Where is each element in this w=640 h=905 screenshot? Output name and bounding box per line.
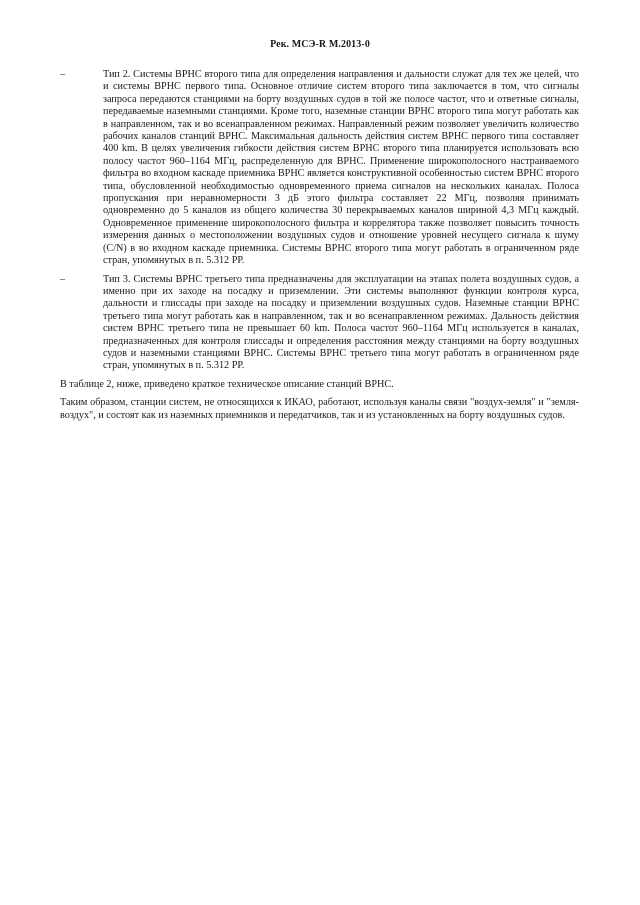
table-reference-paragraph: В таблице 2, ниже, приведено краткое техническое описание станций ВРНС.	[60, 378, 394, 390]
list-bullet: –	[60, 273, 66, 285]
list-item-text: Тип 3. Системы ВРНС третьего типа предназначены для эксплуатации на этапах полета воздушных судов, а именно при их заходе на посадку и приземлении. Эти системы выполняют функции контроля курса, дальности и глиссады при заходе на посадку и приземлении воздушных судов. Наземные станции ВРНС третьего типа могут работать как в направленном, так и во всенаправленном режимах. Дальность действия систем ВРНС третьего типа не превышает 60 km. Полоса частот 960–1164 МГц используется в каналах, предназначенных для контроля глиссады и определения расстояния между станциями на борту воздушных судов и наземными станциями ВРНС. Системы ВРНС третьего типа могут работать в ограниченном ряде стран, упомянутых в п. 5.312 РР.	[103, 273, 579, 372]
summary-paragraph: Таким образом, станции систем, не относящихся к ИКАО, работают, используя каналы связи "воздух-земля" и "земля-воздух", и состоят как из наземных приемников и передатчиков, так и из установленных на борту воздушных судов.	[60, 397, 579, 421]
running-header: Рек. МСЭ-R M.2013-0	[270, 39, 370, 50]
list-item-type-3	[60, 274, 579, 373]
list-item-type-2	[60, 69, 579, 268]
list-bullet: –	[60, 69, 66, 80]
list-item-text: Тип 2. Системы ВРНС второго типа для определения направления и дальности служат для тех же целей, что и системы ВРНС первого типа. Основное отличие систем второго типа заключается в том, что сигналы запроса передаются станциями на борту воздушных судов в той же полосе частот, что и ответные сигналы, передаваемые наземными станциями. Кроме того, наземные станции ВРНС второго типа могут работать как в направленном, так и во всенаправленном режимах. Направленный режим позволяет увеличить количество рабочих каналов станций ВРНС. Максимальная дальность действия систем ВРНС первого типа составляет 400 km. В целях увеличения гибкости действия систем ВРНС второго типа планируется использовать всю полосу частот 960–1164 МГц, распределенную для ВРНС. Применение широкополосного настраиваемого фильтра во входном каскаде приемника ВРНС является конструктивной особенностью систем ВРНС второго типа, обусловленной необходимостью одновременного приема сигналов на нескольких каналах. Полоса пропускания при неравномерности 3 дБ этого фильтра составляет 22 МГц, позволяя принимать одновременно до 5 каналов из общего количества 30 перекрываемых каналов шириной 4,3 МГц каждый. Одновременное применение широкополосного фильтра и коррелятора также позволяет повысить точность измерения данных о местоположении воздушных судов и отношение уровней несущего сигнала к шуму (C/N) в во входном каскаде приемника. Системы ВРНС второго типа могут работать в ограниченном ряде стран, упомянутых в п. 5.312 РР.	[103, 69, 579, 267]
document-body	[60, 69, 579, 428]
